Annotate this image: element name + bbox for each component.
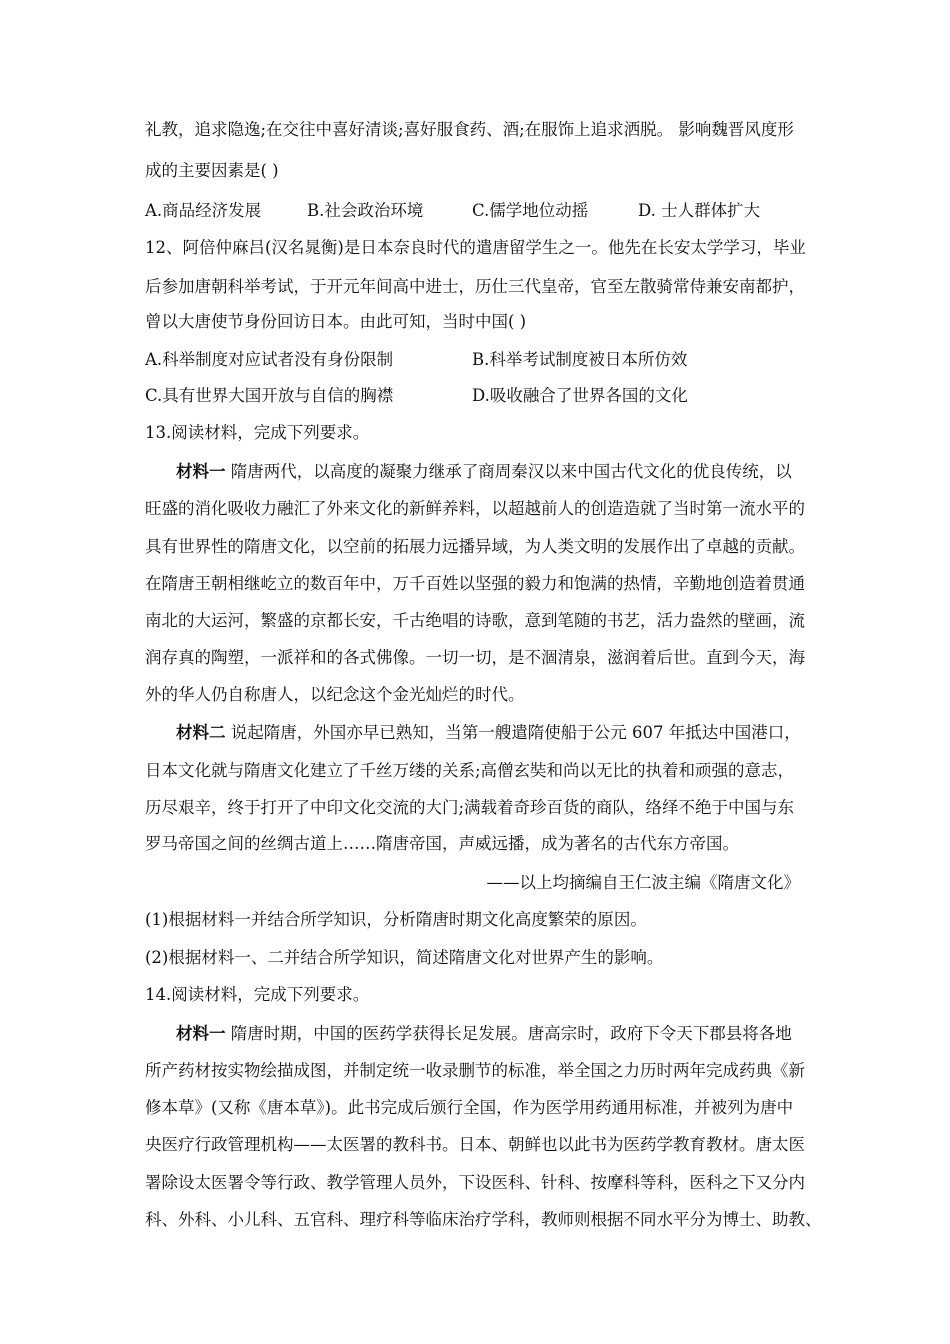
q11-option-d: D. 士人群体扩大 <box>638 201 761 220</box>
q12-option-b: B.科举考试制度被日本所仿效 <box>472 350 688 369</box>
q14-title: 14.阅读材料，完成下列要求。 <box>145 985 370 1004</box>
q13-subquestion-1: (1)根据材料一并结合所学知识，分析隋唐时期文化高度繁荣的原因。 <box>145 910 647 929</box>
q14-m1-label: 材料一 <box>176 1024 226 1043</box>
q14-m1-line-5: 署除设太医署令等行政、教学管理人员外，下设医科、针科、按摩科等科，医科之下又分内 <box>145 1173 805 1192</box>
q13-m1-line-2: 旺盛的消化吸收力融汇了外来文化的新鲜养料，以超越前人的创造造就了当时第一流水平的 <box>145 499 805 518</box>
q11-option-a: A.商品经济发展 <box>145 201 262 220</box>
q13-m2-line-4: 罗马帝国之间的丝绸古道上……隋唐帝国，声威远播，成为著名的古代东方帝国。 <box>145 834 739 853</box>
q13-m2-line-1 <box>176 722 801 744</box>
q13-m1-line-5: 南北的大运河，繁盛的京都长安，千古绝唱的诗歌，意到笔随的书艺，活力盎然的壁画，流 <box>145 611 805 630</box>
q13-m1-line-6: 润存真的陶塑，一派祥和的各式佛像。一切一切，是不涸清泉，滋润着后世。直到今天，海 <box>145 648 805 667</box>
q13-m1-line-4: 在隋唐王朝相继屹立的数百年中，万千百姓以坚强的毅力和饱满的热情，辛勤地创造着贯通 <box>145 574 805 593</box>
q13-source-citation: ——以上均摘编自王仁波主编《隋唐文化》 <box>486 873 800 892</box>
q13-m1-line-3: 具有世界性的隋唐文化，以空前的拓展力远播异域，为人类文明的发展作出了卓越的贡献。 <box>145 537 805 556</box>
q12-line-1: 12、阿倍仲麻吕(汉名晁衡)是日本奈良时代的遣唐留学生之一。他先在长安太学学习，毕业 <box>145 238 806 257</box>
q11-option-c: C.儒学地位动摇 <box>472 201 589 220</box>
q11-option-b: B.社会政治环境 <box>307 201 424 220</box>
q13-m1-text-1: 隋唐两代，以高度的凝聚力继承了商周秦汉以来中国古代文化的优良传统，以 <box>225 462 792 481</box>
q13-m2-label: 材料二 <box>176 723 226 742</box>
q13-m2-line-3: 历尽艰辛，终于打开了中印文化交流的大门;满载着奇珍百货的商队，络绎不绝于中国与东 <box>145 798 795 817</box>
q11-line-2: 成的主要因素是( ) <box>145 161 279 180</box>
q13-m2-line-2: 日本文化就与隋唐文化建立了千丝万缕的关系;高僧玄奘和尚以无比的执着和顽强的意志， <box>145 761 795 780</box>
q14-m1-text-1: 隋唐时期，中国的医药学获得长足发展。唐高宗时，政府下令天下郡县将各地 <box>225 1024 792 1043</box>
q12-line-3: 曾以大唐使节身份回访日本。由此可知，当时中国( ) <box>145 312 527 331</box>
q11-line-1: 礼教，追求隐逸;在交往中喜好清谈;喜好服食药、酒;在服饰上追求洒脱。 影响魏晋风度形 <box>145 120 794 139</box>
q12-option-d: D.吸收融合了世界各国的文化 <box>472 386 688 405</box>
q13-m1-line-1 <box>176 461 792 483</box>
q13-title: 13.阅读材料，完成下列要求。 <box>145 423 370 442</box>
q13-m1-label: 材料一 <box>176 462 226 481</box>
q13-subquestion-2: (2)根据材料一、二并结合所学知识，简述隋唐文化对世界产生的影响。 <box>145 948 664 967</box>
q12-line-2: 后参加唐朝科举考试，于开元年间高中进士，历仕三代皇帝，官至左散骑常侍兼安南都护， <box>145 277 805 296</box>
q13-m1-line-7: 外的华人仍自称唐人，以纪念这个金光灿烂的时代。 <box>145 685 525 704</box>
q13-m2-text-1: 说起隋唐，外国亦早已熟知，当第一艘遣隋使船于公元 607 年抵达中国港口， <box>225 723 801 742</box>
q14-m1-line-3: 修本草》(又称《唐本草》)。此书完成后颁行全国，作为医学用药通用标准，并被列为唐中 <box>145 1098 794 1117</box>
q14-m1-line-2: 所产药材按实物绘描成图，并制定统一收录删节的标准，举全国之力历时两年完成药典《新 <box>145 1061 805 1080</box>
q14-m1-line-4: 央医疗行政管理机构——太医署的教科书。日本、朝鲜也以此书为医药学教育教材。唐太医 <box>145 1135 805 1154</box>
q14-m1-line-1 <box>176 1023 792 1045</box>
q12-option-a: A.科举制度对应试者没有身份限制 <box>145 350 394 369</box>
q12-option-c: C.具有世界大国开放与自信的胸襟 <box>145 386 394 405</box>
q14-m1-line-6: 科、外科、小儿科、五官科、理疗科等临床治疗学科，教师则根据不同水平分为博士、助教、 <box>145 1210 822 1229</box>
